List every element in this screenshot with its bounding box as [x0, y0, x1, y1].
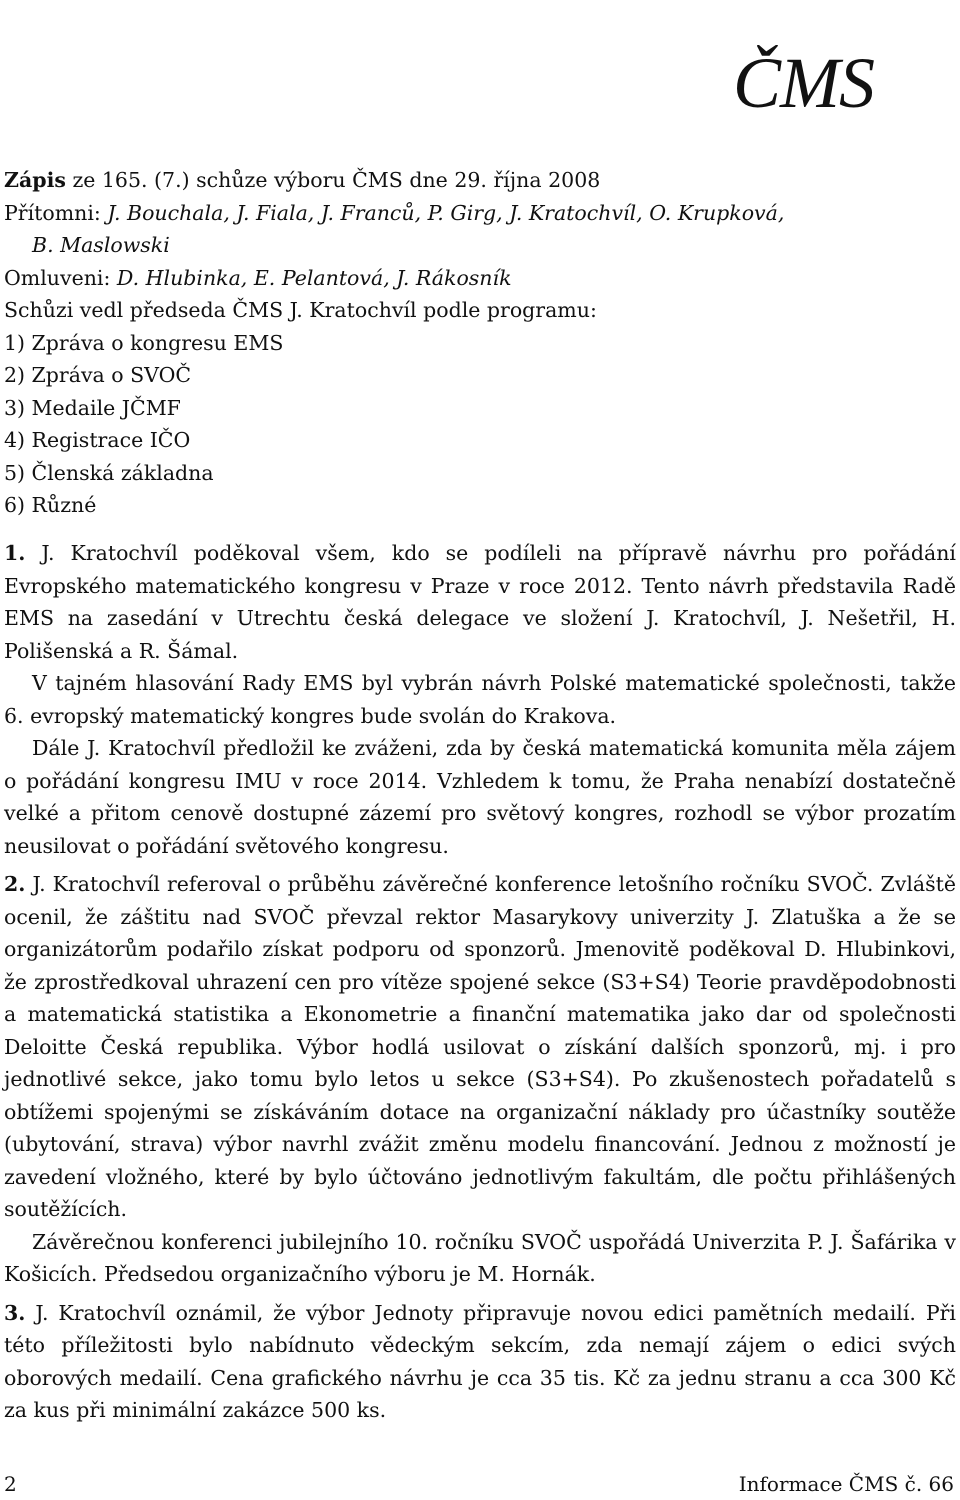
paragraph-text: J. Kratochvíl oznámil, že výbor Jednoty připravuje novou edici pamětních medailí. Při této příležitosti bylo nabídnuto vědeckým sekcím, zda nemají zájem o edici svých oborových medailí. Cena grafického návrhu je cca 35 tis. Kč za jednu stranu a cca 300 Kč za kus při minimální zakázce 500 ks.	[4, 1300, 956, 1422]
agenda-item: 5) Členská základna	[4, 460, 214, 485]
section-1-paragraph-2: V tajném hlasování Rady EMS byl vybrán návrh Polské matematické společnosti, takže 6. evropský matematický kongres bude svolán do Krakova.	[4, 671, 956, 728]
section-number: 3.	[4, 1300, 26, 1325]
minutes-body	[4, 537, 956, 1427]
section-3-paragraph	[4, 1297, 956, 1427]
minutes-title	[4, 164, 956, 197]
section-2-paragraph-2: Závěrečnou konferenci jubilejního 10. ročníku SVOČ uspořádá Univerzita P. J. Šafárika v Košicích. Předsedou organizačního výboru je M. Hornák.	[4, 1229, 956, 1286]
present-names: J. Bouchala, J. Fiala, J. Franců, P. Girg, J. Kratochvíl, O. Krupková,	[107, 200, 785, 225]
section-1-paragraph-3: Dále J. Kratochvíl předložil ke zváženi, zda by česká matematická komunita měla zájem o pořádání kongresu IMU v roce 2014. Vzhledem k tomu, že Praha nenabízí dostatečně velké a přitom cenově dostupné zázemí pro světový kongres, rozhodl se výbor prozatím neusilovat o pořádání světového kongresu.	[4, 736, 956, 858]
agenda-item: 6) Různé	[4, 493, 97, 517]
present-names-continued: B. Maslowski	[32, 233, 170, 257]
present-label: Přítomni:	[4, 200, 108, 225]
paragraph-text: J. Kratochvíl referoval o průběhu závěrečné konference letošního ročníku SVOČ. Zvláště ocenil, že záštitu nad SVOČ převzal rektor Masarykovy univerzity J. Zlatuška a že se organizátorům podařilo získat podporu od sponzorů. Jmenovitě poděkoval D. Hlubinkovi, že zprostředkoval uhrazení cen pro vítěze spojené sekce (S3+S4) Teorie pravděpodobnosti a matematická statistika a Ekonometrie a finanční matematika jako dar od společnosti Deloitte Česká republika. Výbor hodlá usilovat o získání dalších sponzorů, mj. i pro jednotlivé sekce, jako tomu bylo letos u sekce (S3+S4). Po zkušenostech pořadatelů s obtížemi spojenými se získáváním dotace na organizační náklady pro účastníky soutěže (ubytování, strava) výbor navrhl zvážit změnu modelu financování. Jednou z možností je zavedení vložného, které by bylo účtováno jednotlivým fakultám, dle počtu přihlášených soutěžících.	[4, 872, 956, 1221]
present-line	[4, 197, 956, 230]
absent-line	[4, 262, 956, 295]
absent-names: D. Hlubinka, E. Pelantová, J. Rákosník	[116, 265, 512, 290]
cms-logo: ČMS	[733, 43, 874, 123]
agenda-item: 3) Medaile JČMF	[4, 395, 181, 420]
agenda-item: 2) Zpráva o SVOČ	[4, 363, 192, 387]
section-number: 1.	[4, 541, 26, 565]
title-bold: Zápis	[4, 168, 66, 192]
absent-label: Omluveni:	[4, 265, 117, 290]
agenda-item: 4) Registrace IČO	[4, 428, 191, 452]
title-rest: ze 165. (7.) schůze výboru ČMS dne 29. října 2008	[65, 168, 601, 192]
chaired-line: Schůzi vedl předseda ČMS J. Kratochvíl podle programu:	[4, 298, 597, 322]
section-2-paragraph	[4, 868, 956, 1226]
section-number: 2.	[4, 872, 26, 896]
page-number: 2	[4, 1472, 17, 1496]
agenda-list	[4, 327, 956, 522]
minutes-header	[4, 164, 956, 522]
publication-name: Informace ČMS č. 66	[738, 1472, 954, 1496]
paragraph-text: J. Kratochvíl poděkoval všem, kdo se podíleli na přípravě návrhu pro pořádání Evropského matematického kongresu v Praze v roce 2012. Tento návrh představila Radě EMS na zasedání v Utrechtu česká delegace ve složení J. Kratochvíl, J. Nešetřil, H. Polišenská a R. Šámal.	[4, 541, 956, 663]
agenda-item: 1) Zpráva o kongresu EMS	[4, 330, 284, 355]
section-1-paragraph	[4, 537, 956, 667]
